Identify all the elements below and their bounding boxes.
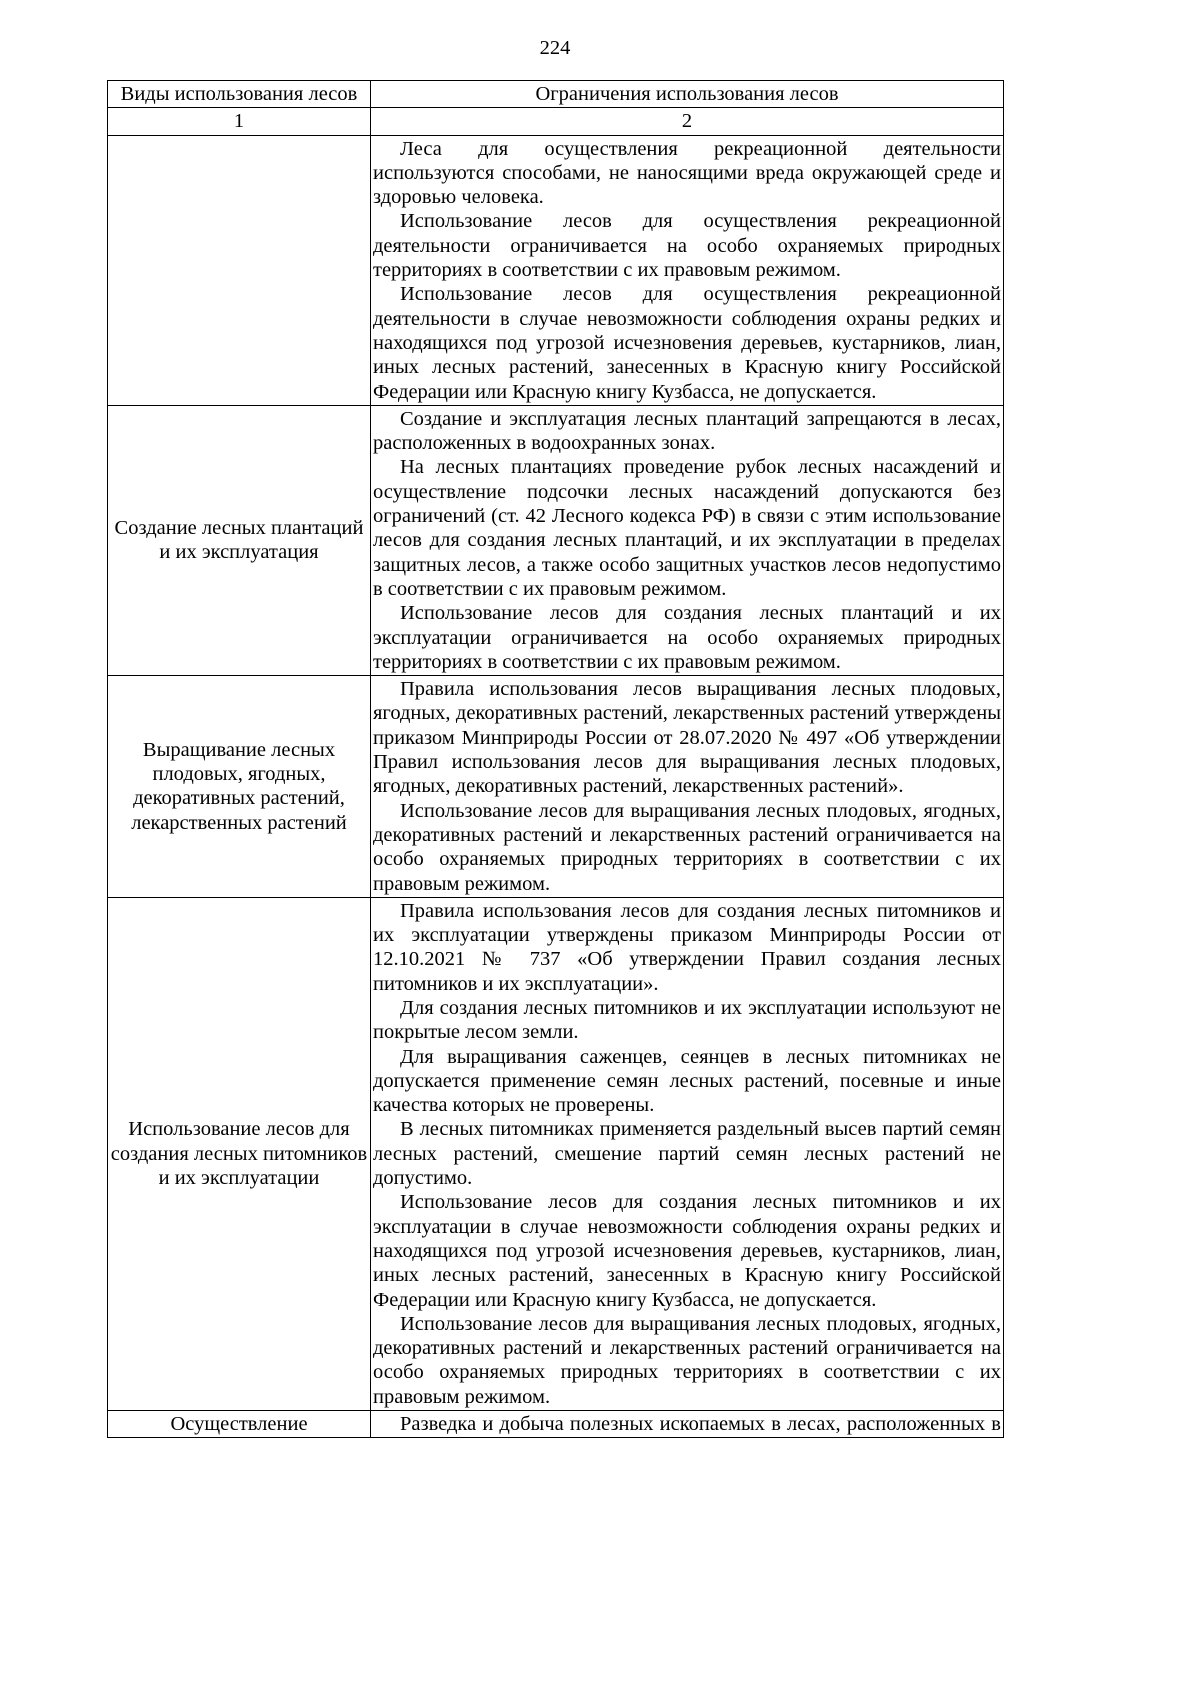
restriction-paragraph: Использование лесов для создания лесных питомников и их эксплуатации в случае невозможности соблюдения охраны редких и находящихся под угрозой исчезновения деревьев, кустарников, лиан, иных лесных растений, занесенных в Красную книгу Российской Федерации или Красную книгу Кузбасса, не допускается. bbox=[373, 1191, 1001, 1311]
table-row bbox=[108, 676, 1004, 898]
restriction-paragraph: Создание и эксплуатация лесных плантаций запрещаются в лесах, расположенных в водоохранных зонах. bbox=[373, 407, 1001, 455]
table-row bbox=[108, 1411, 1004, 1438]
restrictions-cell bbox=[371, 135, 1004, 405]
usage-type-cell bbox=[108, 135, 371, 405]
usage-type-cell: Создание лесных плантаций и их эксплуатация bbox=[108, 405, 371, 675]
usage-type-cell: Осуществление bbox=[108, 1411, 371, 1438]
table-row bbox=[108, 897, 1004, 1410]
column-number-1: 1 bbox=[108, 108, 371, 135]
usage-type-cell: Выращивание лесных плодовых, ягодных, декоративных растений, лекарственных растений bbox=[108, 676, 371, 898]
restrictions-cell bbox=[371, 405, 1004, 675]
restriction-paragraph: В лесных питомниках применяется раздельный высев партий семян лесных растений, смешение партий семян лесных растений не допустимо. bbox=[373, 1118, 1001, 1190]
header-cell-restrictions: Ограничения использования лесов bbox=[371, 81, 1004, 108]
restriction-paragraph: Леса для осуществления рекреационной деятельности используются способами, не наносящими вреда окружающей среде и здоровью человека. bbox=[373, 137, 1001, 209]
restrictions-cell bbox=[371, 897, 1004, 1410]
usage-type-cell: Использование лесов для создания лесных питомников и их эксплуатации bbox=[108, 897, 371, 1410]
column-number-2: 2 bbox=[371, 108, 1004, 135]
restriction-paragraph: Использование лесов для создания лесных плантаций и их эксплуатации ограничивается на особо охраняемых природных территориях в соответствии с их правовым режимом. bbox=[373, 602, 1001, 673]
restriction-paragraph: Использование лесов для выращивания лесных плодовых, ягодных, декоративных растений и лекарственных растений ограничивается на особо охраняемых природных территориях в соответствии с их правовым режимом. bbox=[373, 1312, 1001, 1408]
restriction-paragraph: Использование лесов для осуществления рекреационной деятельности в случае невозможности соблюдения охраны редких и находящихся под угрозой исчезновения деревьев, кустарников, лиан, иных лесных растений, занесенных в Красную книгу Российской Федерации или Красную книгу Кузбасса, не допускается. bbox=[373, 283, 1001, 403]
table-row bbox=[108, 135, 1004, 405]
restriction-paragraph: На лесных плантациях проведение рубок лесных насаждений и осуществление подсочки лесных насаждений допускаются без ограничений (ст. 42 Лесного кодекса РФ) в связи с этим использование лесов для создания лесных плантаций, и их эксплуатации в пределах защитных лесов, а также особо защитных участков лесов недопустимо в соответствии с их правовым режимом. bbox=[373, 456, 1001, 600]
forest-use-table bbox=[107, 80, 1004, 1438]
restrictions-cell bbox=[371, 676, 1004, 898]
restriction-paragraph: Разведка и добыча полезных ископаемых в лесах, расположенных в bbox=[400, 1413, 1001, 1436]
restriction-paragraph: Использование лесов для выращивания лесных плодовых, ягодных, декоративных растений и лекарственных растений ограничивается на особо охраняемых природных территориях в соответствии с их правовым режимом. bbox=[373, 799, 1001, 895]
table-row bbox=[108, 405, 1004, 675]
table-header-row bbox=[108, 81, 1004, 108]
restriction-paragraph: Правила использования лесов для создания лесных питомников и их эксплуатации утверждены приказом Минприроды России от 12.10.2021 № 737 «Об утверждении Правил создания лесных питомников и их эксплуатации». bbox=[373, 899, 1001, 995]
restrictions-cell bbox=[371, 1411, 1004, 1438]
restriction-paragraph: Использование лесов для осуществления рекреационной деятельности ограничивается на особо охраняемых природных территориях в соответствии с их правовым режимом. bbox=[373, 210, 1001, 282]
restriction-paragraph: Для выращивания саженцев, сеянцев в лесных питомниках не допускается применение семян лесных растений, посевные и иные качества которых не проверены. bbox=[373, 1045, 1001, 1117]
column-number-row bbox=[108, 108, 1004, 135]
restriction-paragraph: Правила использования лесов выращивания лесных плодовых, ягодных, декоративных растений, лекарственных растений утверждены приказом Минприроды России от 28.07.2020 № 497 «Об утверждении Правил использования лесов для выращивания лесных плодовых, ягодных, декоративных растений, лекарственных растений». bbox=[373, 678, 1001, 798]
restriction-paragraph: Для создания лесных питомников и их эксплуатации используют не покрытые лесом земли. bbox=[373, 996, 1001, 1044]
page-number: 224 bbox=[539, 37, 571, 59]
header-cell-usage-types: Виды использования лесов bbox=[108, 81, 371, 108]
